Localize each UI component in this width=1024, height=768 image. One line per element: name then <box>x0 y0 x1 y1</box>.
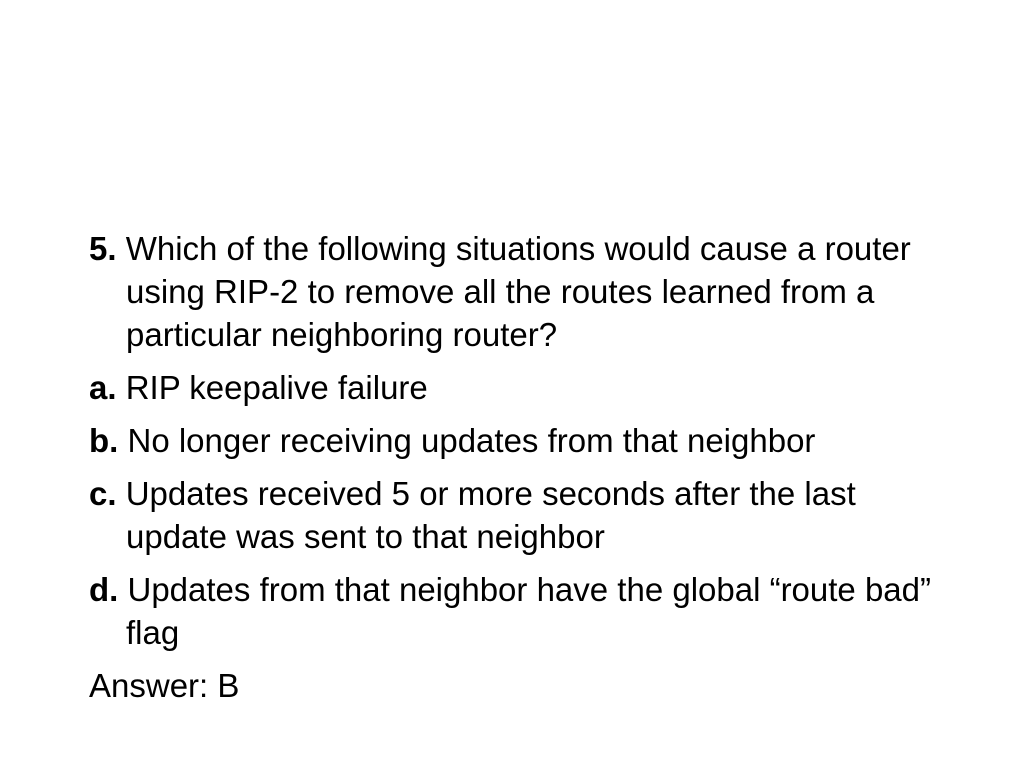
option-c <box>89 472 949 558</box>
option-a-text: RIP keepalive failure <box>125 369 428 406</box>
option-b-text: No longer receiving updates from that neighbor <box>127 422 816 459</box>
option-b-letter: b. <box>89 422 119 459</box>
question-number: 5. <box>89 230 117 267</box>
option-a-letter: a. <box>89 369 117 406</box>
option-c-letter: c. <box>89 475 117 512</box>
option-b <box>89 419 949 462</box>
option-d <box>89 568 949 654</box>
option-d-letter: d. <box>89 571 119 608</box>
option-c-text: Updates received 5 or more seconds after the last update was sent to that neighbor <box>125 475 856 555</box>
question-block <box>89 227 949 707</box>
question-text <box>89 227 949 356</box>
question-body: Which of the following situations would cause a router using RIP-2 to remove all the routes learned from a particular neighboring router? <box>125 230 911 353</box>
option-d-text: Updates from that neighbor have the global “route bad” flag <box>126 571 932 651</box>
option-a <box>89 366 949 409</box>
answer-text: Answer: B <box>89 667 240 704</box>
